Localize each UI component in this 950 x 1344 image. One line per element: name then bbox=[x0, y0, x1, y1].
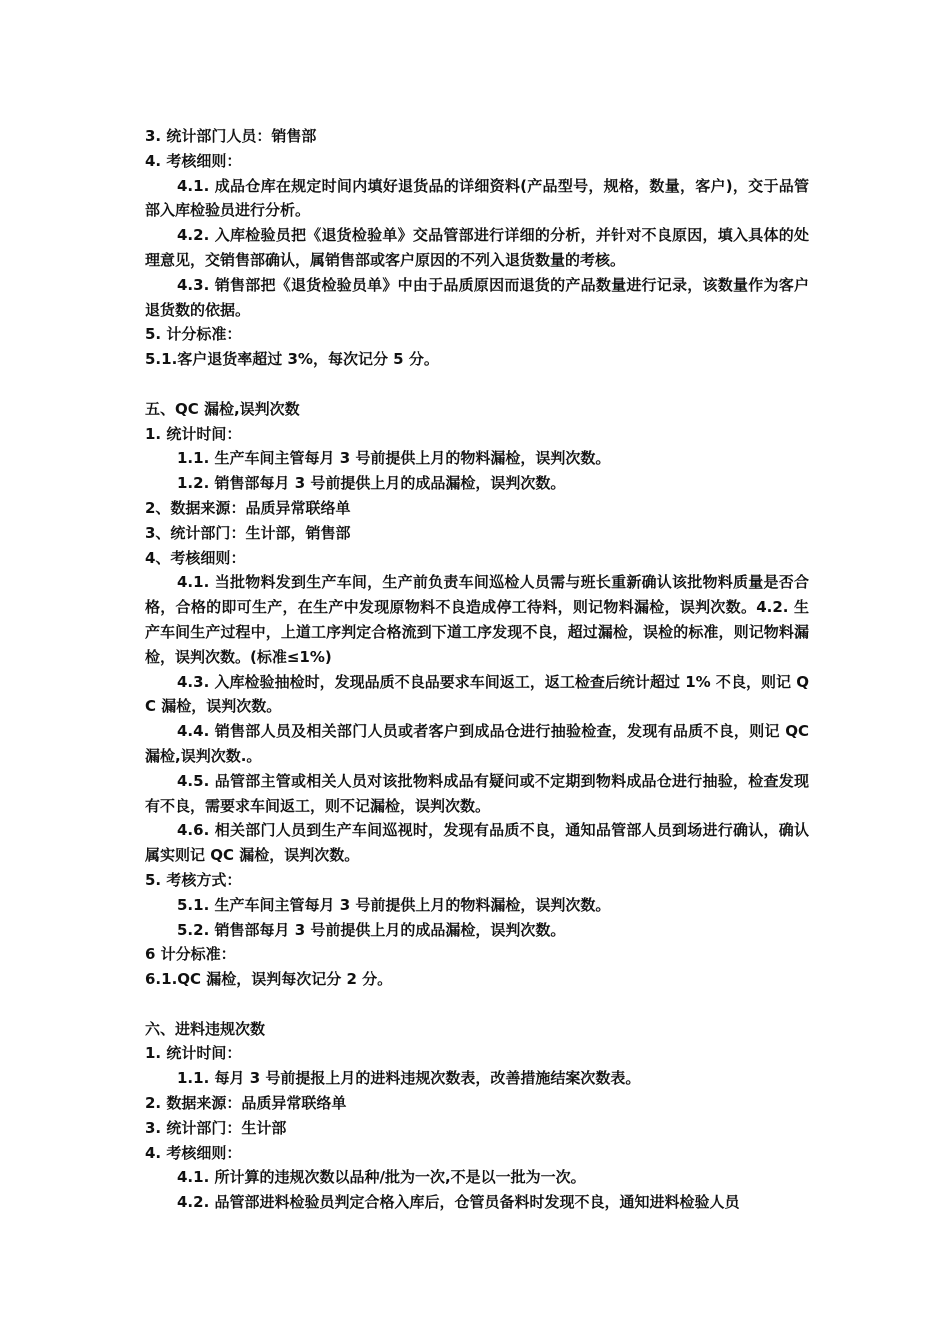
paragraph: 5. 计分标准： bbox=[145, 325, 242, 344]
paragraph: 4.3. 入库检验抽检时，发现品质不良品要求车间返工，返工检查后统计超过 1% 不良，则记 QC 漏检，误判次数。 bbox=[145, 672, 809, 716]
paragraph: 4.4. 销售部人员及相关部门人员或者客户到成品仓进行抽验检查，发现有品质不良，则记 QC 漏检,误判次数.。 bbox=[145, 722, 809, 765]
paragraph: 4. 考核细则： bbox=[145, 1143, 242, 1162]
paragraph: 4.6. 相关部门人员到生产车间巡视时，发现有品质不良，通知品管部人员到场进行确认，确认属实则记 QC 漏检，误判次数。 bbox=[145, 821, 809, 865]
paragraph: 4.2. 品管部进料检验员判定合格入库后，仓管员备料时发现不良，通知进料检验人员 bbox=[177, 1193, 740, 1212]
paragraph: 4.3. 销售部把《退货检验员单》中由于品质原因而退货的产品数量进行记录，该数量作为客户退货数的依据。 bbox=[145, 275, 809, 319]
paragraph: 五、QC 漏检,误判次数 bbox=[145, 399, 300, 418]
paragraph: 1. 统计时间： bbox=[145, 1044, 242, 1063]
paragraph: 3. 统计部门人员：销售部 bbox=[145, 127, 317, 145]
paragraph: 5.2. 销售部每月 3 号前提供上月的成品漏检，误判次数。 bbox=[177, 920, 566, 939]
paragraph: 5.1. 生产车间主管每月 3 号前提供上月的物料漏检，误判次数。 bbox=[177, 895, 611, 914]
paragraph: 4.1. 当批物料发到生产车间，生产前负责车间巡检人员需与班长重新确认该批物料质量是否合格，合格的即可生产，在生产中发现原物料不良造成停工待料，则记物料漏检，误判次数。4.2. 生产车间生产过程中，上道工序判定合格流到下道工序发现不良，超过漏检，误检的标准，则记物料漏检，误判次数。(标准≤1%) bbox=[145, 573, 809, 666]
paragraph: 1.1. 每月 3 号前提报上月的进料违规次数表，改善措施结案次数表。 bbox=[177, 1069, 641, 1088]
paragraph: 4.2. 入库检验员把《退货检验单》交品管部进行详细的分析，并针对不良原因，填入具体的处理意见，交销售部确认，属销售部或客户原因的不列入退货数量的考核。 bbox=[145, 226, 809, 269]
paragraph: 4、考核细则： bbox=[145, 548, 246, 567]
paragraph: 5.1.客户退货率超过 3%，每次记分 5 分。 bbox=[145, 350, 439, 369]
paragraph: 6.1.QC 漏检，误判每次记分 2 分。 bbox=[145, 970, 393, 989]
paragraph: 3. 统计部门：生计部 bbox=[145, 1118, 287, 1137]
paragraph: 4.5. 品管部主管或相关人员对该批物料成品有疑问或不定期到物料成品仓进行抽验，检查发现有不良，需要求车间返工，则不记漏检，误判次数。 bbox=[145, 771, 809, 815]
paragraph: 4.1. 成品仓库在规定时间内填好退货品的详细资料(产品型号，规格，数量，客户)，交于品管部入库检验员进行分析。 bbox=[145, 176, 809, 220]
paragraph: 4.1. 所计算的违规次数以品种/批为一次,不是以一批为一次。 bbox=[177, 1168, 586, 1187]
paragraph: 2、数据来源：品质异常联络单 bbox=[145, 498, 351, 517]
paragraph: 4. 考核细则： bbox=[145, 151, 242, 170]
paragraph: 1. 统计时间： bbox=[145, 424, 242, 443]
blank-line bbox=[145, 372, 809, 397]
paragraph: 1.1. 生产车间主管每月 3 号前提供上月的物料漏检，误判次数。 bbox=[177, 449, 611, 468]
paragraph: 6 计分标准： bbox=[145, 945, 236, 964]
paragraph: 六、进料违规次数 bbox=[145, 1019, 266, 1038]
paragraph: 3、统计部门：生计部，销售部 bbox=[145, 523, 351, 542]
paragraph: 1.2. 销售部每月 3 号前提供上月的成品漏检，误判次数。 bbox=[177, 474, 566, 493]
document-body bbox=[145, 124, 809, 1215]
paragraph: 2. 数据来源：品质异常联络单 bbox=[145, 1094, 347, 1113]
paragraph: 5. 考核方式： bbox=[145, 870, 242, 889]
blank-line bbox=[145, 992, 809, 1017]
